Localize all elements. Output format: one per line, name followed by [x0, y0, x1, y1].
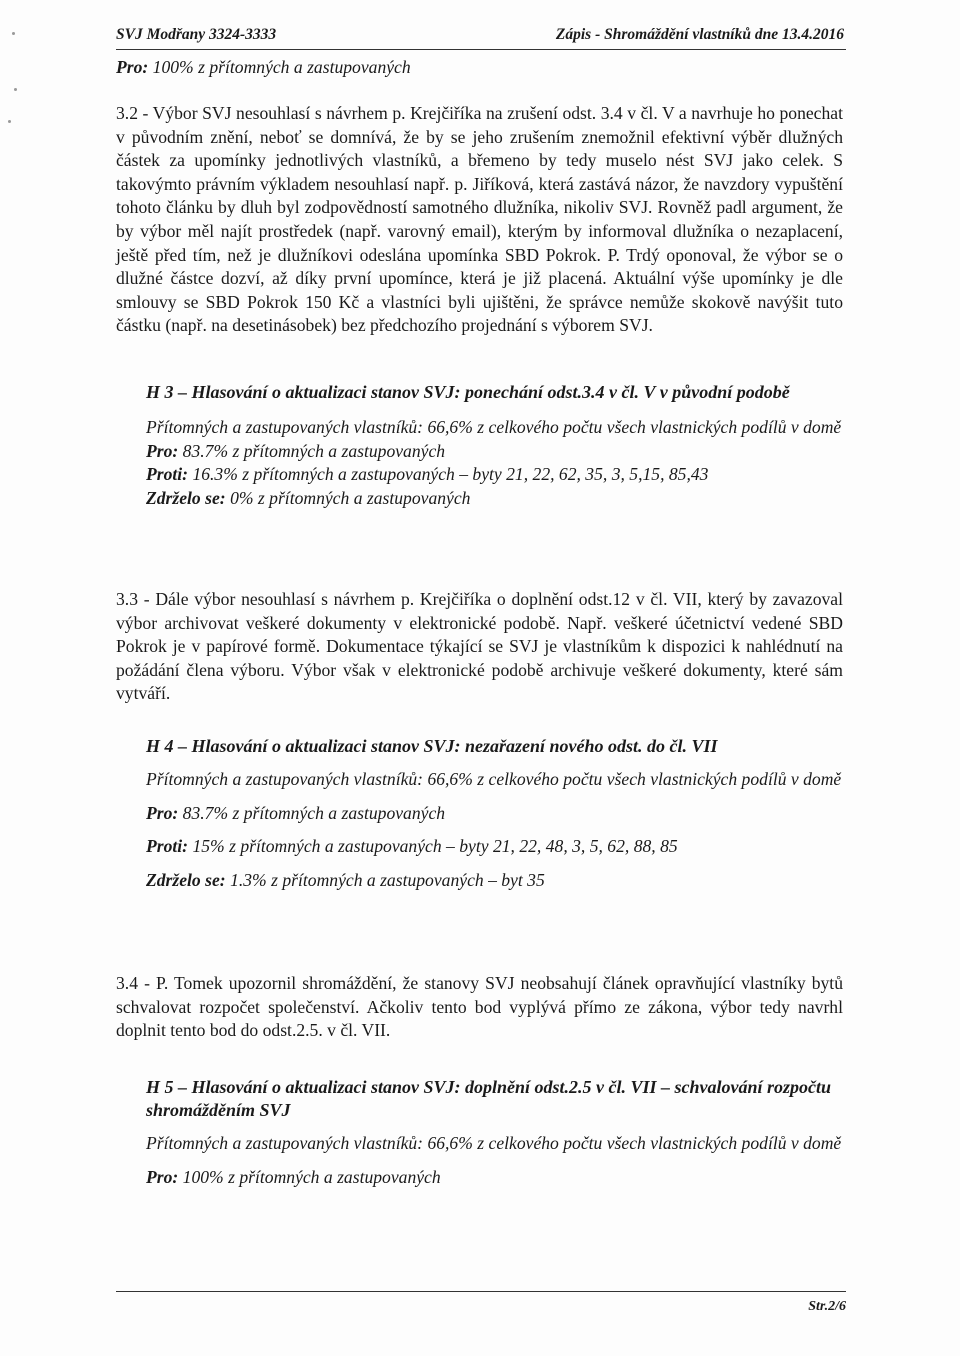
vote-pro [146, 1166, 842, 1190]
vote-attendance: Přítomných a zastupovaných vlastníků: 66,6% z celkového počtu všech vlastnických podílů v domě [146, 417, 842, 437]
pro-label: Pro: [146, 440, 179, 461]
scan-speck [14, 88, 17, 91]
zdrzelo-label: Zdrželo se: [146, 869, 226, 890]
paragraph-3-2: 3.2 - Výbor SVJ nesouhlasí s návrhem p. Krejčiříka na zrušení odst. 3.4 v čl. V a navrhuje ho ponechat v původním znění, neboť se domnívá, že by se jeho zrušením znemožnil efektivní výběr dlužných částek za upomínky jednotlivých vlastníků, a břemeno by tedy muselo nést SVJ jako celek. S takovýmto právním výkladem nesouhlasí např. p. Jiříková, která zastává názor, že navzdory vypuštění tohoto článku by dluh byl zodpovědností samotného dlužníka, nikoliv SVJ. Rovněž padl argument, že by výbor měl najít prostředek (např. varovný email), kterým by informoval dlužníka o nezaplacení, ještě před tím, než je dlužníkovi odeslána upomínka SBD Pokrok. P. Trdý oponoval, že výbor se o dlužné částce dozví, až díky první upomínce, která je již placená. Aktuální výše upomínky je dle smlouvy se SBD Pokrok 150 Kč a vlastníci byli ujištěni, že správce nemůže skokově navýšit tuto částku (např. na desetinásobek) bez předchozího projednání s výborem SVJ. [116, 103, 843, 336]
pro-label: Pro: [116, 57, 149, 77]
vote-pro [146, 440, 842, 464]
vote-attendance: Přítomných a zastupovaných vlastníků: 66,6% z celkového počtu všech vlastnických podílů v domě [146, 1133, 842, 1153]
vote-h4 [146, 735, 842, 892]
footer-rule [116, 1291, 846, 1292]
pro-value: 100% z přítomných a zastupovaných [152, 57, 411, 77]
vote-proti [146, 463, 842, 487]
vote-title: H 4 – Hlasování o aktualizaci stanov SVJ: nezařazení nového odst. do čl. VII [146, 736, 718, 756]
scan-speck [12, 32, 15, 35]
proti-label: Proti: [146, 464, 189, 485]
paragraph-3-3: 3.3 - Dále výbor nesouhlasí s návrhem p. Krejčiříka o doplnění odst.12 v čl. VII, který by zavazoval výbor archivovat veškeré dokumenty v elektronické podobě. Např. veškeré účetnictví vedené SBD Pokrok je v papírové formě. Dokumentace týkající se SVJ je vlastníkům k dispozici k nahlédnutí na požádání člena výboru. Výbor však v elektronické podobě archivuje veškeré dokumenty, které sám vytváří. [116, 589, 843, 704]
vote-pro [146, 802, 842, 826]
vote-proti [146, 835, 842, 859]
vote-zdrzelo [146, 869, 842, 893]
pro-value: 83.7% z přítomných a zastupovaných [182, 802, 446, 823]
vote-title: H 3 – Hlasování o aktualizaci stanov SVJ: ponechání odst.3.4 v čl. V v původní podobě [146, 382, 790, 402]
header-rule [116, 49, 846, 50]
vote-zdrzelo [146, 487, 842, 511]
page-number: Str.2/6 [808, 1299, 846, 1314]
zdrzelo-value: 1.3% z přítomných a zastupovaných – byt 35 [230, 869, 545, 890]
paragraph-3-4: 3.4 - P. Tomek upozornil shromáždění, že stanovy SVJ neobsahují článek opravňující vlastníky bytů schvalovat rozpočet společenství. Ačkoliv tento bod vyplývá přímo ze zákona, výbor tedy navrhl doplnit tento bod do odst.2.5. v čl. VII. [116, 973, 843, 1041]
vote-title: H 5 – Hlasování o aktualizaci stanov SVJ: doplnění odst.2.5 v čl. VII – schvalování rozpočtu shromážděním SVJ [146, 1077, 832, 1120]
top-vote-result [116, 56, 843, 80]
vote-h3 [146, 381, 842, 510]
header-document-title: Zápis - Shromáždění vlastníků dne 13.4.2016 [555, 26, 844, 43]
proti-value: 16.3% z přítomných a zastupovaných – byty 21, 22, 62, 35, 3, 5,15, 85,43 [192, 464, 709, 485]
proti-value: 15% z přítomných a zastupovaných – byty 21, 22, 48, 3, 5, 62, 88, 85 [192, 836, 678, 857]
zdrzelo-label: Zdrželo se: [146, 487, 226, 508]
pro-value: 83.7% z přítomných a zastupovaných [182, 440, 446, 461]
pro-label: Pro: [146, 1166, 179, 1187]
header-organization: SVJ Modřany 3324-3333 [116, 26, 277, 43]
proti-label: Proti: [146, 836, 189, 857]
vote-attendance: Přítomných a zastupovaných vlastníků: 66,6% z celkového počtu všech vlastnických podílů v domě [146, 769, 842, 789]
pro-value: 100% z přítomných a zastupovaných [182, 1166, 441, 1187]
zdrzelo-value: 0% z přítomných a zastupovaných [230, 487, 471, 508]
vote-h5 [146, 1076, 842, 1189]
pro-label: Pro: [146, 802, 179, 823]
scan-speck [8, 120, 11, 123]
